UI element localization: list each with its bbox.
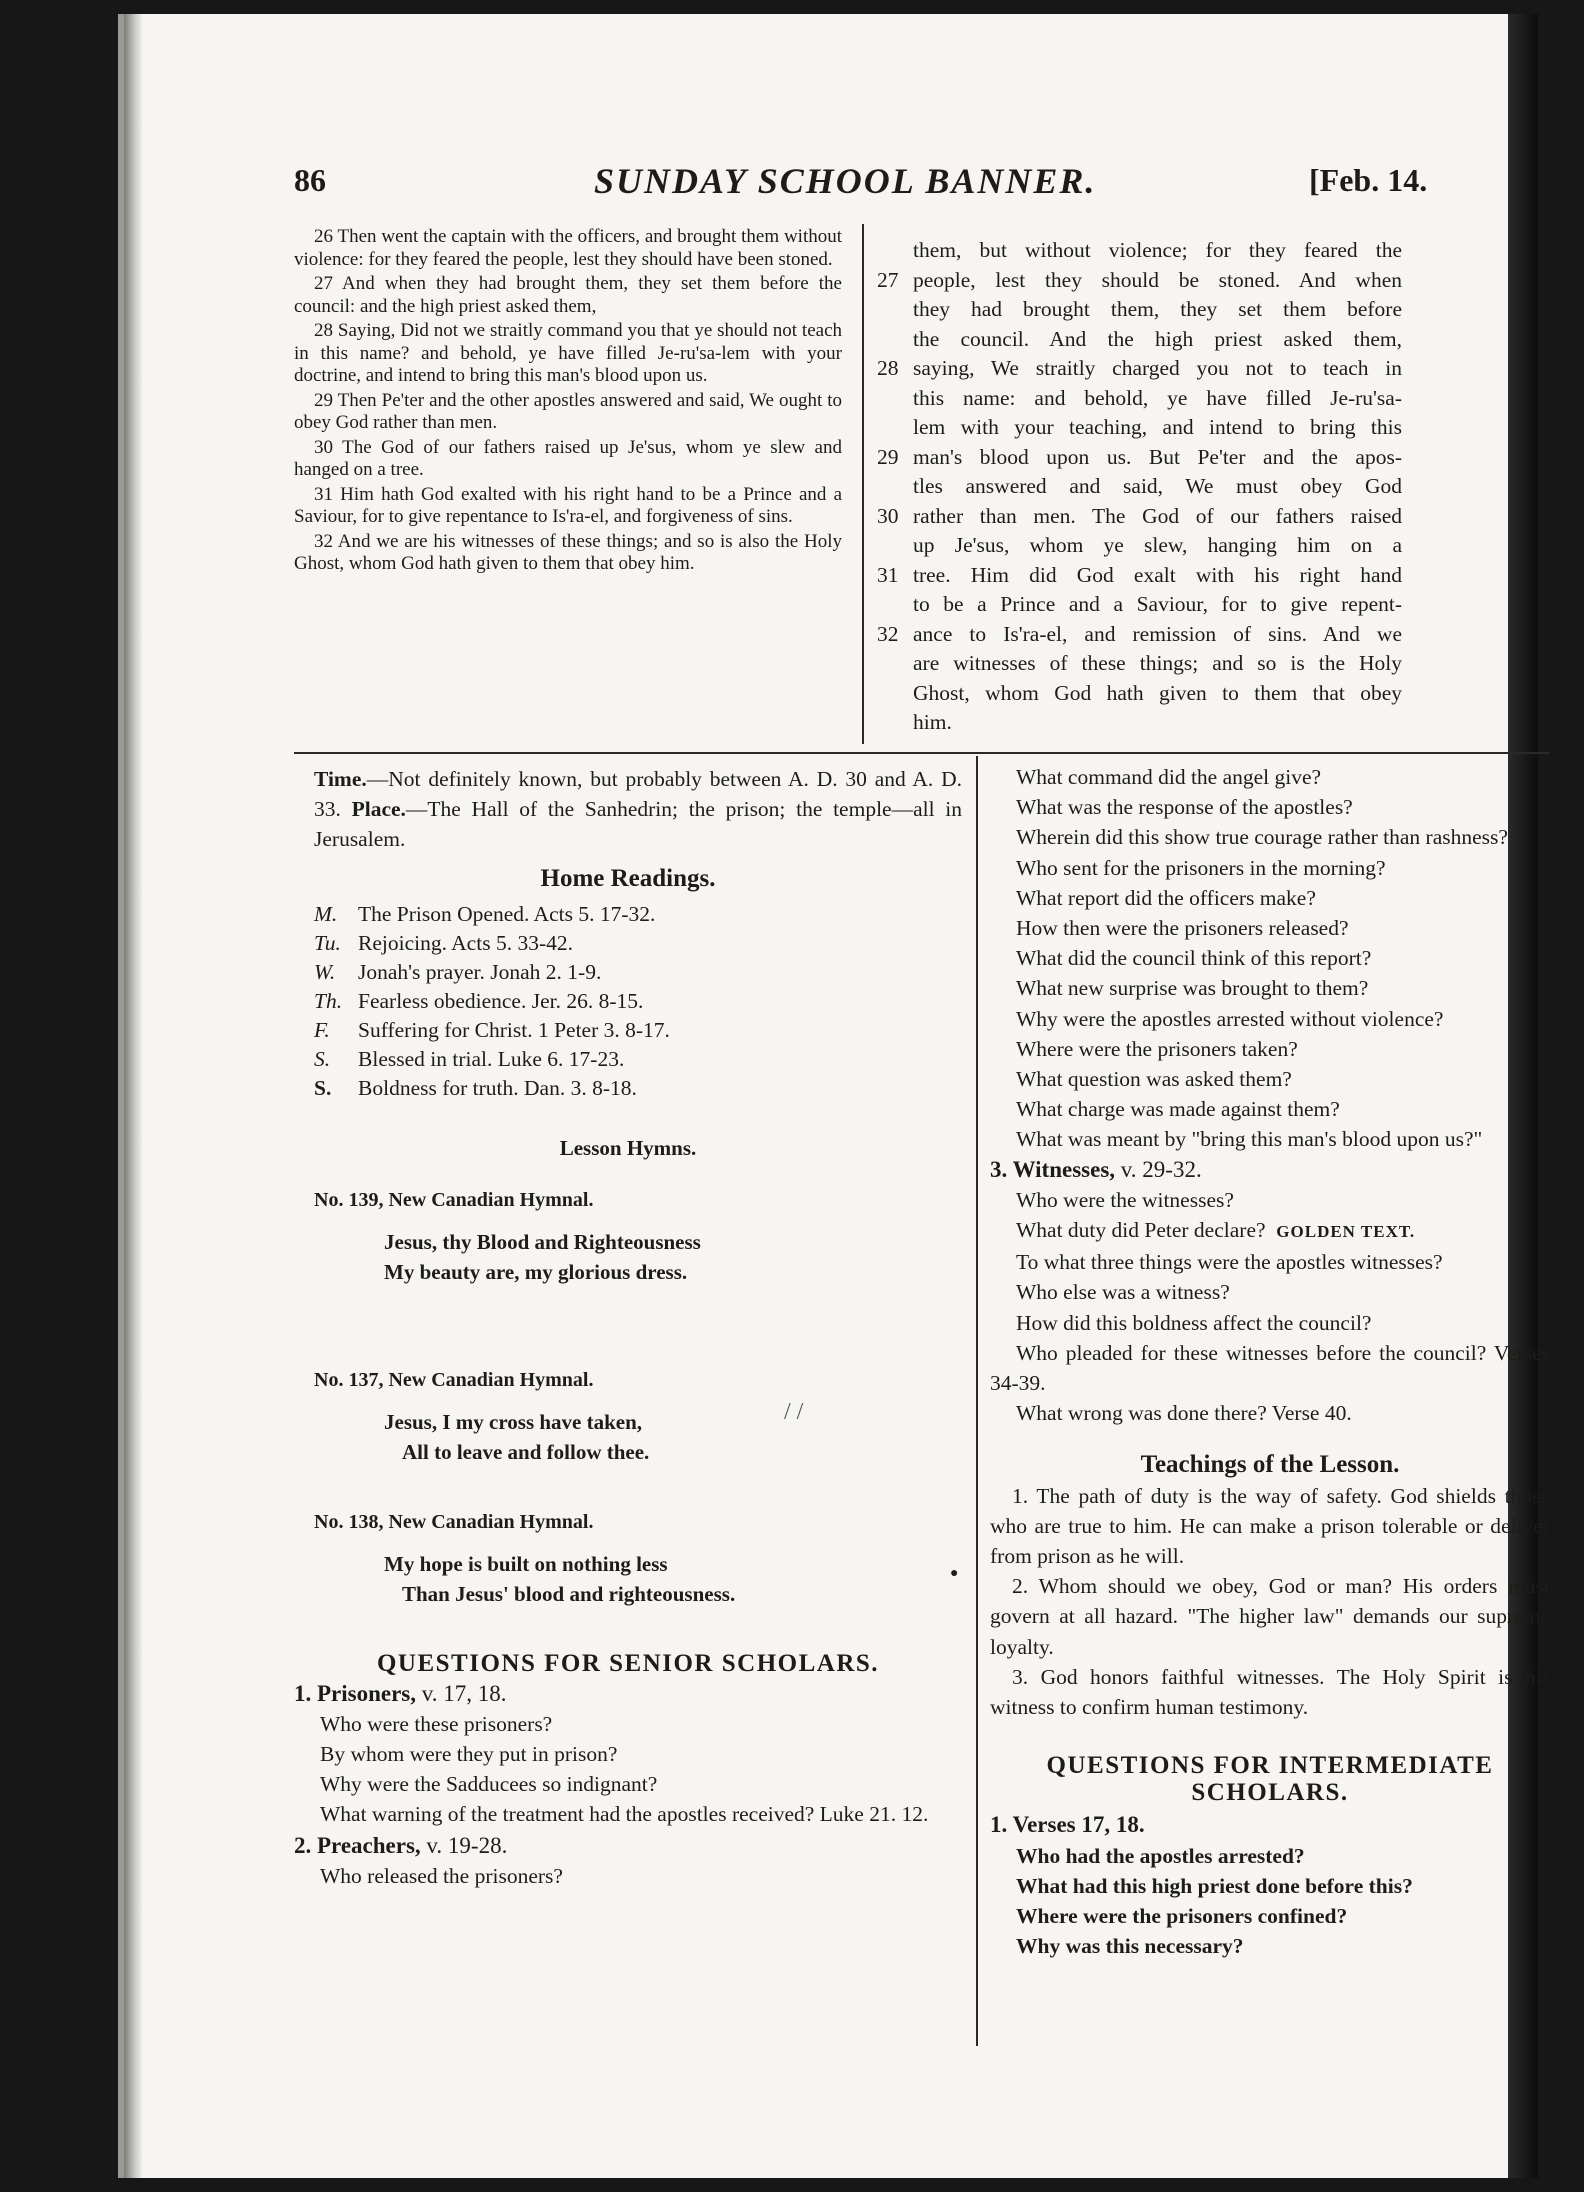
issue-date: [Feb. 14.	[1309, 162, 1428, 198]
question: Wherein did this show true courage rather than rashness?	[1016, 825, 1508, 850]
question: What duty did Peter declare? GOLDEN TEXT.	[1016, 1218, 1416, 1243]
verse-26: 26 Then went the captain with the officers, and brought them without violence: for they feared the people, lest they should have been stoned.	[294, 226, 842, 270]
verse-31: 31 Him hath God exalted with his right hand to be a Prince and a Saviour, for to give repentance to Is'ra-el, and forgiveness of sins.	[294, 483, 842, 527]
question: What new surprise was brought to them?	[1016, 976, 1369, 1001]
time-label: Time.	[314, 767, 367, 791]
section-heading: 2. Preachers,	[294, 1833, 421, 1858]
question: How then were the prisoners released?	[1016, 916, 1349, 941]
question: To what three things were the apostles witnesses?	[1016, 1250, 1443, 1275]
home-readings-title: Home Readings.	[540, 865, 716, 892]
golden-text-tag: GOLDEN TEXT.	[1276, 1222, 1416, 1242]
question: Who had the apostles arrested?	[1016, 1843, 1305, 1868]
lesson-left-column	[294, 764, 962, 1891]
verse-28: 28 Saying, Did not we straitly command you that ye should not teach in this name? and behold, ye have filled Je-ru'sa-lem with your doctrine, and intend to bring this man's blood upon us.	[294, 320, 842, 386]
verse-32: 32 And we are his witnesses of these things; and so is also the Holy Ghost, whom God hath given to them that obey him.	[294, 530, 842, 574]
question: Who were these prisoners?	[320, 1712, 553, 1736]
verse-27: 27 And when they had brought them, they set them before the council: and the high priest asked them,	[294, 273, 842, 317]
page-number: 86	[294, 162, 326, 198]
scanned-page	[118, 14, 1550, 2178]
revised-line: him.	[913, 710, 952, 734]
reading-item: Th. Fearless obedience. Jer. 26. 8-15.	[314, 989, 644, 1013]
question: Where were the prisoners taken?	[1016, 1036, 1298, 1061]
teaching-item: 1. The path of duty is the way of safety. God shields those who are true to him. He can make a prison tolerable or deliver from prison as he will.	[990, 1483, 1550, 1569]
scripture-revised-version	[877, 236, 1402, 738]
section-heading: 1. Verses 17, 18.	[990, 1812, 1145, 1838]
question: What was the response of the apostles?	[1016, 795, 1353, 820]
intermediate-questions-title: QUESTIONS FOR INTERMEDIATE SCHOLARS.	[1046, 1752, 1494, 1807]
question: Who released the prisoners?	[320, 1864, 563, 1888]
question: What did the council think of this report?	[1016, 946, 1372, 971]
question: What warning of the treatment had the apostles received? Luke 21. 12.	[320, 1802, 929, 1826]
revised-line: are witnesses of these things; and so is the Holy	[913, 651, 1402, 675]
place-text: —The Hall of the Sanhedrin; the prison; the temple—all in Jerusalem.	[314, 797, 963, 851]
question: What charge was made against them?	[1016, 1097, 1340, 1122]
teachings-title: Teachings of the Lesson.	[1140, 1451, 1400, 1479]
senior-questions-title: QUESTIONS FOR SENIOR SCHOLARS.	[376, 1650, 880, 1677]
revised-line: 27 people, lest they should be stoned. And when	[877, 267, 1402, 292]
hymn-line: My hope is built on nothing less	[384, 1552, 668, 1576]
revised-line: 31 tree. Him did God exalt with his right hand	[877, 562, 1402, 587]
revised-line: up Je'sus, whom ye slew, hanging him on a	[913, 533, 1402, 557]
section-heading: 3. Witnesses,	[990, 1156, 1116, 1182]
reading-item: W. Jonah's prayer. Jonah 2. 1-9.	[314, 960, 602, 984]
verse-29: 29 Then Pe'ter and the other apostles answered and said, We ought to obey God rather than men.	[294, 389, 842, 433]
senior-section-1	[294, 1679, 962, 1829]
hymn-line: Jesus, thy Blood and Righteousness	[384, 1230, 701, 1254]
revised-line: them, but without violence; for they feared the	[913, 238, 1402, 262]
section-divider	[294, 752, 1549, 754]
time-text: —Not definitely known, but probably between A. D. 30 and A. D. 33.	[314, 767, 962, 821]
column-divider-top	[862, 224, 864, 744]
question: Who were the witnesses?	[1016, 1187, 1234, 1212]
question: Who else was a witness?	[1016, 1280, 1230, 1305]
question: Who pleaded for these witnesses before the council? Verses 34-39.	[990, 1340, 1550, 1396]
hymn-number: No. 137, New Canadian Hymnal.	[314, 1369, 594, 1391]
reading-item: F. Suffering for Christ. 1 Peter 3. 8-17.	[314, 1018, 670, 1042]
question: What had this high priest done before this?	[1016, 1873, 1413, 1898]
senior-section-2-start	[294, 1831, 962, 1891]
teaching-item: 2. Whom should we obey, God or man? His orders must govern at all hazard. "The higher law" demands our supreme loyalty.	[990, 1574, 1550, 1659]
place-label: Place.	[351, 797, 406, 821]
teaching-item: 3. God honors faithful witnesses. The Holy Spirit is his witness to confirm human testimony.	[990, 1664, 1550, 1720]
hymn-number: No. 138, New Canadian Hymnal.	[314, 1511, 594, 1533]
home-readings-list	[294, 900, 962, 1103]
revised-line: 28 saying, We straitly charged you not to teach in	[877, 356, 1402, 380]
reading-item: S. Blessed in trial. Luke 6. 17-23.	[314, 1047, 625, 1071]
lesson-right-column	[990, 762, 1550, 1961]
scripture-old-version	[294, 226, 842, 578]
time-place	[294, 764, 962, 854]
question: How did this boldness affect the council?	[1016, 1310, 1372, 1335]
section-heading: 1. Prisoners,	[294, 1681, 417, 1706]
hymn-line: All to leave and follow thee.	[402, 1440, 650, 1464]
hymn-line: Jesus, I my cross have taken,	[384, 1410, 643, 1434]
question: Where were the prisoners confined?	[1016, 1903, 1348, 1928]
publication-title: SUNDAY SCHOOL BANNER.	[594, 161, 1097, 201]
hymn-line: Than Jesus' blood and righteousness.	[402, 1582, 736, 1606]
question: Why was this necessary?	[1016, 1934, 1244, 1959]
revised-line: to be a Prince and a Saviour, for to give repent-	[913, 592, 1402, 616]
question: Who sent for the prisoners in the morning?	[1016, 855, 1386, 880]
revised-line: they had brought them, they set them before	[913, 297, 1402, 321]
column-divider-bottom	[976, 756, 978, 2046]
revised-line: tles answered and said, We must obey God	[913, 474, 1402, 498]
section-ref: v. 17, 18.	[416, 1681, 507, 1706]
question: What command did the angel give?	[1016, 765, 1322, 789]
hymn-number: No. 139, New Canadian Hymnal.	[314, 1189, 594, 1211]
revised-line: the council. And the high priest asked them,	[913, 326, 1402, 351]
hymn-line: My beauty are, my glorious dress.	[384, 1260, 688, 1284]
revised-line: 29 man's blood upon us. But Pe'ter and the apos-	[877, 444, 1402, 469]
lesson-hymns-title: Lesson Hymns.	[559, 1136, 697, 1160]
print-mark: / /	[784, 1399, 804, 1425]
print-dot: ●	[950, 1566, 959, 1581]
question: What wrong was done there? Verse 40.	[1016, 1401, 1352, 1426]
section-ref: v. 29-32.	[1115, 1156, 1202, 1182]
reading-item: S. Boldness for truth. Dan. 3. 8-18.	[314, 1076, 637, 1100]
revised-line: this name: and behold, ye have filled Je-ru'sa-	[913, 385, 1402, 410]
revised-line: 32 ance to Is'ra-el, and remission of sins. And we	[877, 621, 1402, 646]
question: What question was asked them?	[1016, 1067, 1292, 1092]
reading-item: Tu. Rejoicing. Acts 5. 33-42.	[314, 931, 573, 955]
question: What was meant by "bring this man's blood upon us?"	[1016, 1127, 1483, 1152]
revised-line: Ghost, whom God hath given to them that obey	[913, 680, 1402, 705]
section-ref: v. 19-28.	[420, 1833, 508, 1858]
revised-line: lem with your teaching, and intend to bring this	[913, 415, 1402, 439]
question: By whom were they put in prison?	[320, 1742, 618, 1766]
question: What report did the officers make?	[1016, 885, 1316, 910]
question: Why were the apostles arrested without violence?	[1016, 1006, 1444, 1031]
revised-line: 30 rather than men. The God of our fathers raised	[877, 503, 1402, 528]
verse-30: 30 The God of our fathers raised up Je'sus, whom ye slew and hanged on a tree.	[294, 436, 842, 480]
question: Why were the Sadducees so indignant?	[320, 1772, 658, 1796]
reading-item: M. The Prison Opened. Acts 5. 17-32.	[314, 902, 656, 926]
